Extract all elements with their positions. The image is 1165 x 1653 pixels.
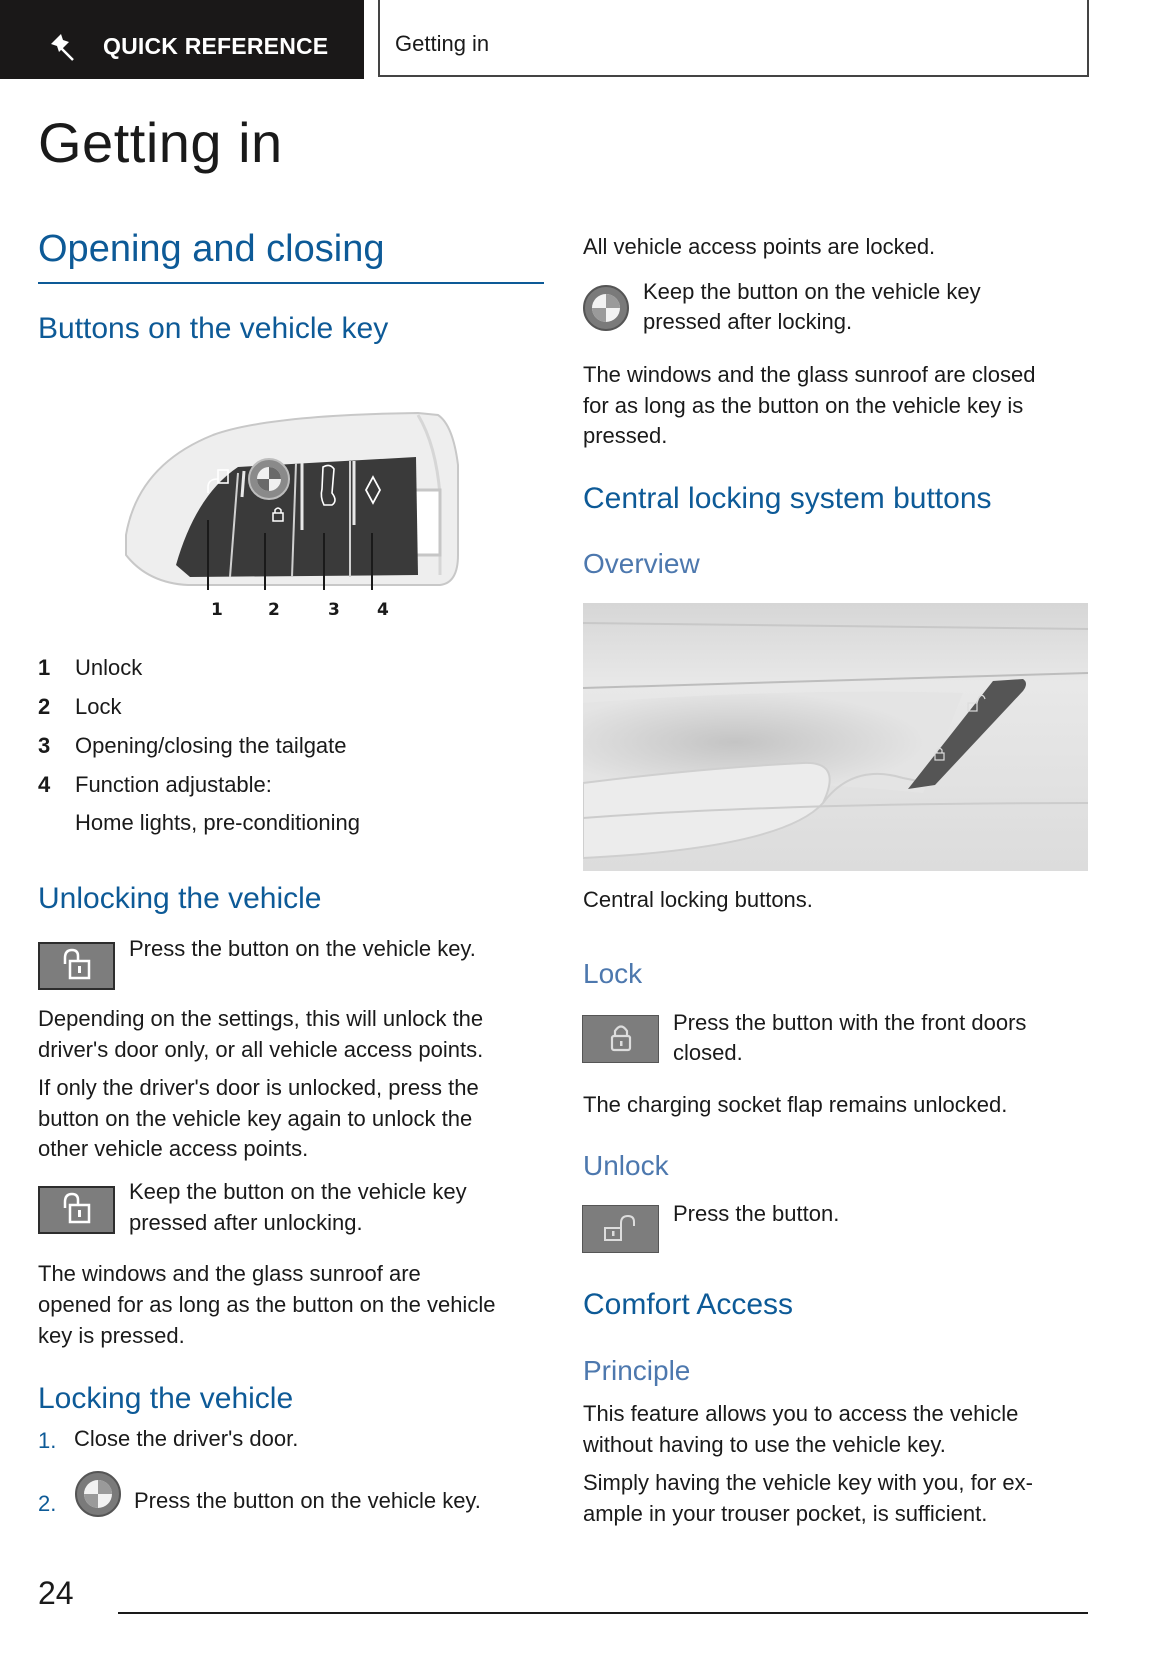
paragraph-line: ample in your trouser pocket, is sufficient. — [583, 1501, 988, 1526]
step-number: 2. — [38, 1491, 57, 1516]
paragraph-line: driver's door only, or all vehicle access points. — [38, 1037, 484, 1062]
paragraph-line: without having to use the vehicle key. — [583, 1432, 946, 1457]
paragraph-line: The windows and the glass sunroof are closed — [583, 362, 1036, 387]
callout-2: 2 — [268, 600, 280, 620]
chapter-tab[interactable] — [378, 0, 1089, 77]
lock-instruction: closed. — [673, 1040, 743, 1065]
section-label: QUICK REFERENCE — [103, 33, 329, 59]
paragraph-line: This feature allows you to access the vehicle — [583, 1401, 1019, 1426]
vehicle-key-illustration — [118, 405, 463, 620]
section-divider — [38, 282, 544, 284]
section-title-locking: Locking the vehicle — [38, 1382, 294, 1415]
chapter-label: Getting in — [395, 31, 490, 56]
paragraph-line: Depending on the settings, this will unlock the — [38, 1006, 484, 1031]
unlock-button-icon — [38, 1186, 115, 1234]
image-caption: Central locking buttons. — [583, 887, 813, 912]
section-title-opening-closing: Opening and closing — [38, 228, 385, 270]
locked-status-text: All vehicle access points are locked. — [583, 234, 936, 259]
keep-pressed-text: pressed after unlocking. — [129, 1210, 363, 1235]
step-number: 1. — [38, 1428, 57, 1453]
page-number: 24 — [38, 1575, 74, 1611]
section-title-unlocking: Unlocking the vehicle — [38, 882, 322, 915]
section-tab-quick-reference[interactable] — [0, 0, 364, 79]
lock-button-icon — [582, 1015, 659, 1063]
unlock-button-icon — [582, 1205, 659, 1253]
subsection-title-principle: Principle — [583, 1355, 691, 1386]
paragraph-line: opened for as long as the button on the vehicle — [38, 1292, 496, 1317]
callout-4: 4 — [377, 600, 389, 620]
paragraph-line: key is pressed. — [38, 1323, 185, 1348]
paragraph-line: button on the vehicle key again to unlock the — [38, 1106, 473, 1131]
keep-pressed-text: Keep the button on the vehicle key — [643, 279, 981, 304]
paragraph-line: pressed. — [583, 423, 668, 448]
pin-icon — [47, 32, 79, 64]
paragraph-line: for as long as the button on the vehicle key is — [583, 393, 1024, 418]
keep-pressed-text: Keep the button on the vehicle key — [129, 1179, 467, 1204]
subsection-title-buttons: Buttons on the vehicle key — [38, 312, 389, 345]
unlock-instruction: Press the button on the vehicle key. — [129, 936, 476, 961]
bmw-button-icon — [74, 1470, 122, 1518]
paragraph-line: The windows and the glass sunroof are — [38, 1261, 421, 1286]
lock-instruction: Press the button with the front doors — [673, 1010, 1027, 1035]
keep-pressed-text: pressed after locking. — [643, 309, 853, 334]
step-text: Press the button on the vehicle key. — [134, 1488, 481, 1513]
subsection-title-lock: Lock — [583, 958, 643, 989]
paragraph-line: other vehicle access points. — [38, 1136, 309, 1161]
charging-flap-text: The charging socket flap remains unlocked. — [583, 1092, 1008, 1117]
unlock-button-icon — [38, 942, 115, 990]
callout-1: 1 — [211, 600, 223, 620]
step-text: Close the driver's door. — [74, 1426, 299, 1451]
page-title: Getting in — [38, 111, 283, 174]
footer-divider — [118, 1612, 1088, 1614]
bmw-button-icon — [582, 284, 630, 332]
paragraph-line: Simply having the vehicle key with you, for ex- — [583, 1470, 1033, 1495]
subsection-title-overview: Overview — [583, 548, 700, 579]
central-locking-door-image — [583, 603, 1088, 871]
unlock-instruction: Press the button. — [673, 1201, 840, 1226]
section-title-comfort-access: Comfort Access — [583, 1288, 794, 1321]
callout-3: 3 — [328, 600, 340, 620]
section-title-central-locking: Central locking system buttons — [583, 482, 992, 515]
subsection-title-unlock: Unlock — [583, 1150, 669, 1181]
paragraph-line: If only the driver's door is unlocked, press the — [38, 1075, 479, 1100]
